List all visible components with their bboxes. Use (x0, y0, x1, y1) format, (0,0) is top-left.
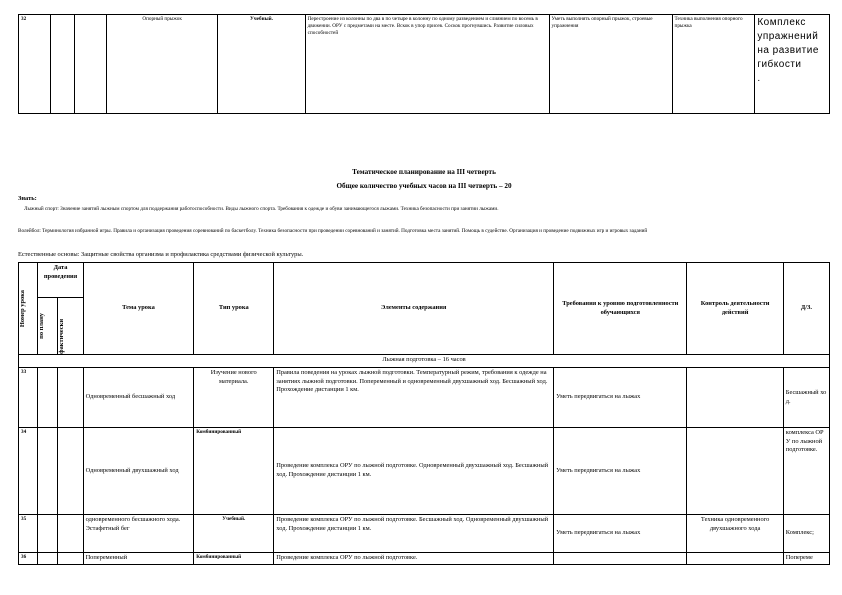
row-num: 34 (19, 428, 38, 515)
row-type: Комбинированный (194, 553, 274, 565)
row-type: Комбинированный (194, 428, 274, 515)
table-row (19, 515, 830, 553)
plan-title: Тематическое планирование на III четверть (352, 168, 496, 176)
row-num: 35 (19, 515, 38, 553)
header-plan-label: по плану (38, 313, 46, 339)
row-fact (57, 368, 83, 428)
row-control (687, 428, 783, 515)
header-fact-label: фактически (57, 319, 65, 354)
header-topic: Тема урока (83, 263, 194, 355)
row-homework: комплекса ОРУ по лыжной подготовке. (783, 428, 829, 515)
section-title: Лыжная подготовка – 16 часов (19, 355, 830, 368)
row-num: 36 (19, 553, 38, 565)
row-content: Проведение комплекса ОРУ по лыжной подготовке. (274, 553, 554, 565)
row-control: Техника одновременного двухшажного хода (687, 515, 783, 553)
fact-date-cell (75, 15, 107, 114)
lesson-number: 32 (19, 15, 51, 114)
row-homework: Бесшажный ход. (783, 368, 829, 428)
table-row (19, 15, 830, 114)
row-requirements: Уметь передвигаться на лыжах (554, 368, 687, 428)
header-homework: Д/З. (783, 263, 829, 355)
lesson-control: Техника выполнения опорного прыжка (672, 15, 755, 114)
row-control (687, 553, 783, 565)
row-type: Учебный. (194, 515, 274, 553)
section-row (19, 355, 830, 368)
header-num-label: Номер урока (19, 289, 26, 328)
homework-tail: . (757, 73, 761, 84)
row-homework: Попереме (783, 553, 829, 565)
row-requirements: Уметь передвигаться на лыжах (554, 428, 687, 515)
header-type: Тип урока (194, 263, 274, 355)
row-fact (57, 515, 83, 553)
row-topic: Одновременный двухшажный ход (83, 428, 194, 515)
header-date: Дата проведения (38, 263, 83, 298)
row-control (687, 368, 783, 428)
row-content: Правила поведения на уроках лыжной подготовки. Температурный режим, требования к одежде на занятиях лыжной подготовки. Попеременный и одновременный двухшажный ход. Бесшажный ход. Прохождение дистанции 1 км. (274, 368, 554, 428)
table-row (19, 553, 830, 565)
header-row (19, 263, 830, 298)
row-fact (57, 428, 83, 515)
header-plan (38, 298, 57, 355)
header-num (19, 263, 38, 355)
row-topic: одновременного бесшажного хода. Эстафетный бег (83, 515, 194, 553)
know-skiing: Лыжный спорт: Значение занятий лыжным спортом для поддержания работоспособности. Виды лыжного спорта. Требования к одежде и обуви занимающегося лыжами. Техника безопасности при занятии лыжами. (24, 206, 499, 212)
previous-lesson-table (18, 14, 830, 114)
lesson-plan-table (18, 262, 830, 565)
lesson-topic: Опорный прыжок (107, 15, 218, 114)
row-topic: Попеременный (83, 553, 194, 565)
plan-date-cell (51, 15, 75, 114)
row-requirements (554, 553, 687, 565)
lesson-requirements: Уметь выполнять опорный прыжок, строевые упражнения (549, 15, 672, 114)
row-plan (38, 428, 57, 515)
row-requirements: Уметь передвигаться на лыжах (554, 515, 687, 553)
lesson-homework (755, 15, 830, 114)
row-type: Изучение нового материала. (194, 368, 274, 428)
table-row (19, 428, 830, 515)
row-plan (38, 553, 57, 565)
row-plan (38, 368, 57, 428)
header-control: Контроль деятельности действий (687, 263, 783, 355)
row-topic: Одновременный бесшажный ход (83, 368, 194, 428)
know-volleyball: Волейбол: Терминология избранной игры. Правила и организация проведения соревнований по баскетболу. Техника безопасности при проведении соревнований и занятий. Подготовка места занятий. Помощь в судействе. Организация и проведение подвижных игр и игровых заданий (18, 228, 648, 234)
homework-text: Комплекс упражнений на развитие гибкости (757, 17, 819, 70)
row-homework: Комплекс; (783, 515, 829, 553)
row-content: Проведение комплекса ОРУ по лыжной подготовке. Одновременный двухшажный ход. Бесшажный ход. Прохождение дистанции 1 км. (274, 428, 554, 515)
lesson-content: Перестроение из колонны по два в по четыре в колонну по одному разведением и слиянием по восемь в движении. ОРУ с предметами на месте. Вскок в упор присев. Соскок прогнувшись. Развитие силовых способностей (305, 15, 549, 114)
row-fact (57, 553, 83, 565)
row-content: Проведение комплекса ОРУ по лыжной подготовке. Бесшажный ход. Одновременный двухшажный ход. Прохождение дистанции 1 км. (274, 515, 554, 553)
table-row (19, 368, 830, 428)
plan-subtitle: Общее количество учебных часов на III четверть – 20 (336, 182, 512, 190)
header-requirements: Требования к уровню подготовленности обучающихся (554, 263, 687, 355)
know-label: Знать: (18, 195, 37, 202)
header-fact (57, 298, 83, 355)
header-content: Элементы содержания (274, 263, 554, 355)
row-plan (38, 515, 57, 553)
know-natural-basics: Естественные основы: Защитные свойства организма и профилактика средствами физической культуры. (18, 251, 304, 258)
row-num: 33 (19, 368, 38, 428)
lesson-type: Учебный. (218, 15, 305, 114)
